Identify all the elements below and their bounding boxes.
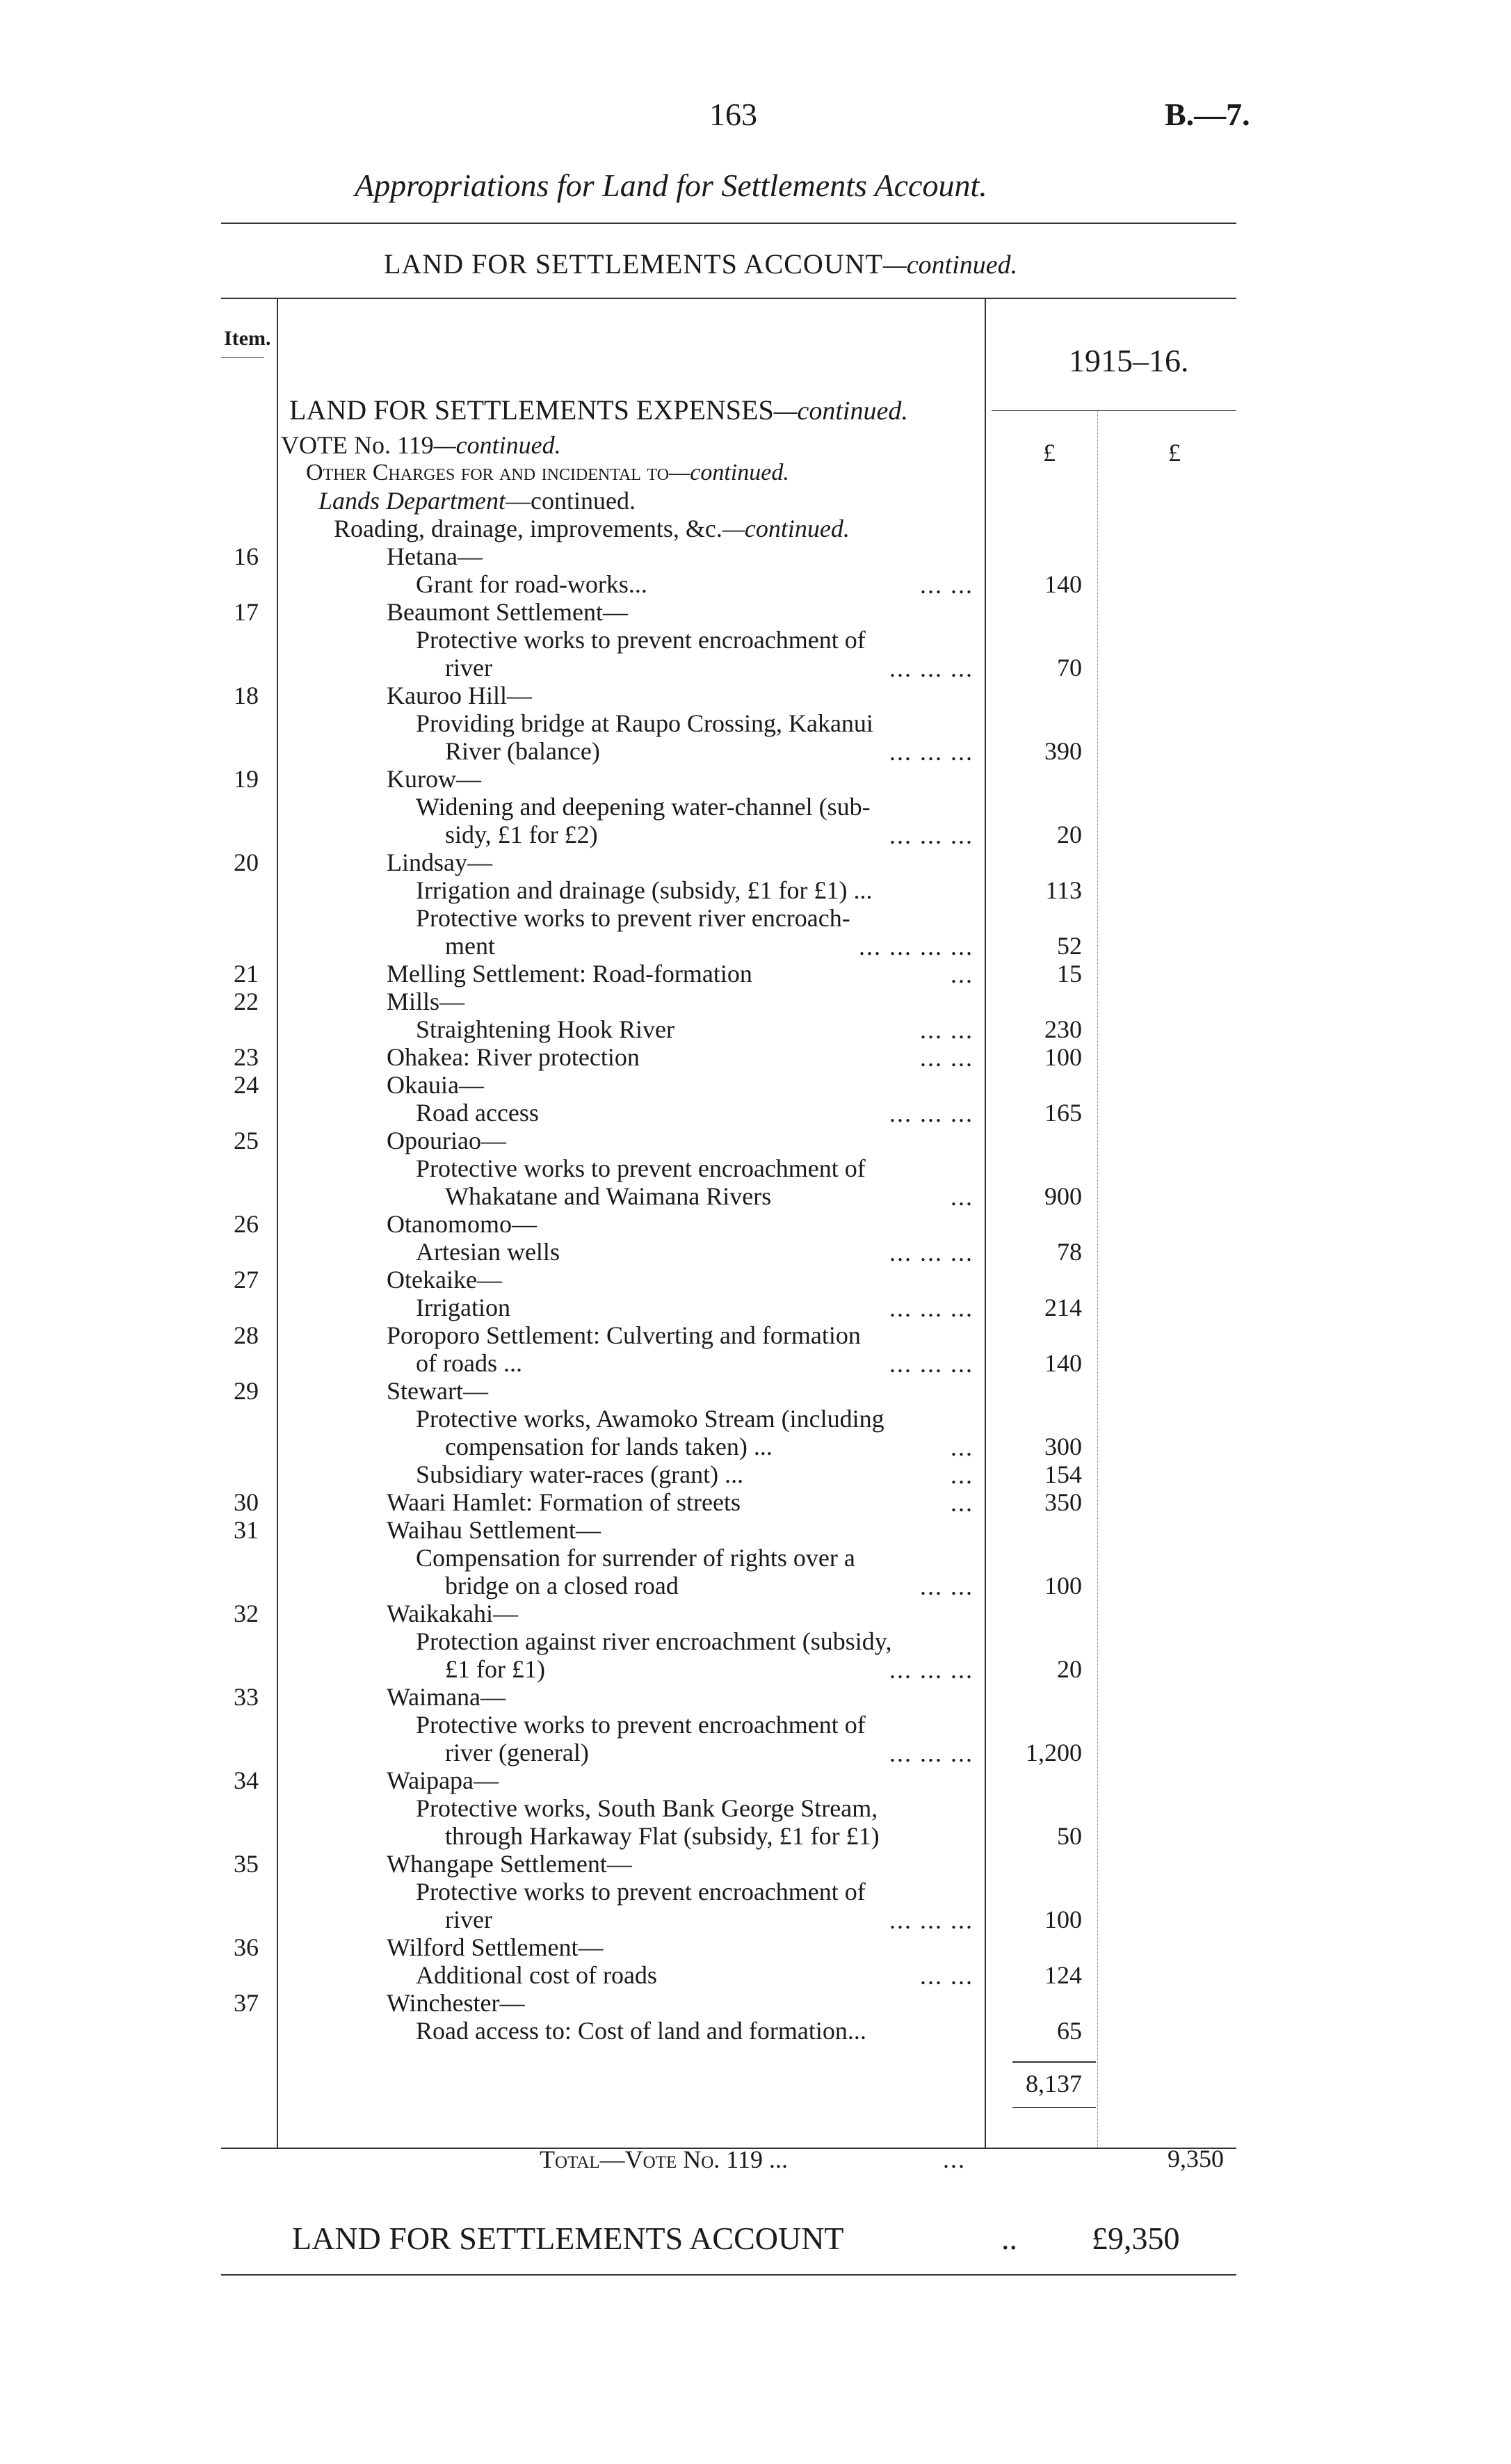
line-description: Winchester— — [387, 1989, 525, 2017]
line-description: ment — [445, 932, 495, 960]
leader-dots: ... ... ... — [889, 1656, 973, 1684]
line-amount: 20 — [1057, 821, 1082, 848]
line-amount: 100 — [1044, 1572, 1082, 1600]
vote-heading: VOTE No. 119—continued. — [281, 431, 561, 459]
line-amount: 65 — [1057, 2017, 1082, 2045]
line-amount: 15 — [1057, 960, 1082, 988]
line-description: Protective works, Awamoko Stream (including — [416, 1405, 884, 1433]
line-description: Road access to: Cost of land and formation... — [416, 2017, 866, 2045]
line-amount: 50 — [1057, 1822, 1082, 1850]
line-description: Subsidiary water-races (grant) ... — [416, 1460, 744, 1488]
line-description: Compensation for surrender of rights over a — [416, 1544, 855, 1572]
line-description: Kauroo Hill— — [387, 682, 532, 709]
leader-dots: ... ... ... — [889, 821, 973, 849]
item-number: 28 — [234, 1321, 259, 1349]
line-description: Waihau Settlement— — [387, 1516, 601, 1544]
item-number: 16 — [234, 542, 259, 570]
leader-dots: ... — [951, 960, 973, 988]
line-amount: 900 — [1044, 1182, 1082, 1210]
line-description: Whangape Settlement— — [387, 1850, 632, 1878]
line-description: Otanomomo— — [387, 1210, 537, 1238]
line-description: Waikakahi— — [387, 1600, 519, 1627]
leader-dots: ... ... ... — [889, 1239, 973, 1266]
line-description: Ohakea: River protection — [387, 1043, 640, 1071]
leader-dots: ... ... ... — [889, 1906, 973, 1934]
leader-dots: ... — [951, 1433, 973, 1461]
line-description: Widening and deepening water-channel (sub- — [416, 793, 871, 821]
leader-dots: ... ... ... — [889, 1100, 973, 1127]
account-title: LAND FOR SETTLEMENTS ACCOUNT—continued. — [384, 248, 1018, 280]
total-dots: ... — [943, 2145, 966, 2173]
line-amount: 78 — [1057, 1238, 1082, 1266]
item-number: 33 — [234, 1683, 259, 1711]
leader-dots: ... ... ... — [889, 1294, 973, 1322]
line-description: through Harkaway Flat (subsidy, £1 for £1) — [445, 1822, 880, 1850]
department-heading: Lands Department—continued. — [318, 487, 636, 515]
leader-dots: ... ... ... — [889, 654, 973, 682]
line-description: Protection against river encroachment (subsidy, — [416, 1627, 892, 1655]
line-description: of roads ... — [416, 1349, 522, 1377]
line-description: sidy, £1 for £2) — [445, 821, 598, 848]
item-number: 30 — [234, 1488, 259, 1516]
line-description: Mills— — [387, 988, 465, 1015]
line-description: River (balance) — [445, 737, 600, 765]
line-description: Road access — [416, 1099, 539, 1127]
leader-dots: ... ... — [920, 1572, 973, 1600]
leader-dots: ... ... ... — [889, 738, 973, 766]
line-description: Lindsay— — [387, 848, 492, 876]
line-description: Protective works to prevent encroachment of — [416, 626, 866, 654]
line-description: Irrigation and drainage (subsidy, £1 for £1) ... — [416, 876, 873, 904]
item-number: 32 — [234, 1600, 259, 1627]
leader-dots: ... ... — [920, 1044, 973, 1072]
line-description: Hetana— — [387, 542, 483, 570]
line-description: Stewart— — [387, 1377, 488, 1405]
line-description: bridge on a closed road — [445, 1572, 679, 1600]
line-description: Protective works to prevent encroachment of — [416, 1711, 866, 1739]
line-amount: 52 — [1057, 932, 1082, 960]
line-amount: 70 — [1057, 654, 1082, 682]
line-amount: 20 — [1057, 1655, 1082, 1683]
leader-dots: ... ... — [920, 571, 973, 599]
line-description: Waari Hamlet: Formation of streets — [387, 1488, 741, 1516]
item-number: 35 — [234, 1850, 259, 1878]
line-amount: 1,200 — [1026, 1739, 1082, 1766]
item-number: 29 — [234, 1377, 259, 1405]
line-description: Waipapa— — [387, 1766, 499, 1794]
leader-dots: ... ... ... — [889, 1739, 973, 1767]
line-description: Kurow— — [387, 765, 481, 793]
year-column-header: 1915–16. — [1069, 343, 1189, 378]
line-amount: 100 — [1044, 1043, 1082, 1071]
item-number: 19 — [234, 765, 259, 793]
line-description: Melling Settlement: Road-formation — [387, 960, 752, 988]
line-description: Additional cost of roads — [416, 1961, 657, 1989]
line-description: river (general) — [445, 1739, 589, 1766]
line-description: Wilford Settlement— — [387, 1933, 604, 1961]
currency-sign: £ — [1168, 439, 1181, 467]
line-description: Okauia— — [387, 1071, 484, 1099]
footer-amount: £9,350 — [1092, 2221, 1180, 2256]
item-number: 23 — [234, 1043, 259, 1071]
line-description: compensation for lands taken) ... — [445, 1433, 773, 1460]
line-description: river — [445, 654, 492, 682]
line-amount: 113 — [1045, 876, 1082, 904]
line-amount: 300 — [1044, 1433, 1082, 1460]
line-amount: 124 — [1044, 1961, 1082, 1989]
line-description: Straightening Hook River — [416, 1015, 674, 1043]
line-amount: 214 — [1044, 1294, 1082, 1321]
item-number: 24 — [234, 1071, 259, 1099]
line-description: Irrigation — [416, 1294, 510, 1321]
line-description: £1 for £1) — [445, 1655, 545, 1683]
line-amount: 140 — [1044, 1349, 1082, 1377]
item-number: 34 — [234, 1766, 259, 1794]
line-description: Protective works to prevent encroachment of — [416, 1878, 866, 1906]
item-number: 36 — [234, 1933, 259, 1961]
line-description: Whakatane and Waimana Rivers — [445, 1182, 772, 1210]
leader-dots: ... ... — [920, 1016, 973, 1044]
leader-dots: ... — [951, 1183, 973, 1211]
line-description: Artesian wells — [416, 1238, 560, 1266]
line-description: Poroporo Settlement: Culverting and formation — [387, 1321, 861, 1349]
item-number: 22 — [234, 988, 259, 1015]
line-description: Waimana— — [387, 1683, 506, 1711]
item-number: 31 — [234, 1516, 259, 1544]
line-description: Otekaike— — [387, 1266, 502, 1294]
item-number: 25 — [234, 1127, 259, 1154]
item-number: 21 — [234, 960, 259, 988]
leader-dots: ... ... — [920, 1962, 973, 1990]
line-description: Protective works, South Bank George Stream, — [416, 1794, 878, 1822]
document-reference: B.—7. — [1165, 97, 1250, 132]
leader-dots: ... ... ... ... — [859, 933, 973, 960]
line-description: river — [445, 1906, 492, 1933]
line-description: Grant for road-works... — [416, 570, 647, 598]
leader-dots: ... — [951, 1461, 973, 1489]
total-amount: 9,350 — [1167, 2145, 1224, 2173]
line-amount: 165 — [1044, 1099, 1082, 1127]
line-amount: 154 — [1044, 1460, 1082, 1488]
page-subtitle: Appropriations for Land for Settlements Account. — [355, 168, 987, 203]
item-number: 20 — [234, 848, 259, 876]
footer-label: LAND FOR SETTLEMENTS ACCOUNT — [292, 2221, 844, 2256]
subtotal-amount: 8,137 — [1026, 2070, 1082, 2097]
line-description: Protective works to prevent river encroach- — [416, 904, 850, 932]
line-description: Opouriao— — [387, 1127, 506, 1154]
line-description: Protective works to prevent encroachment of — [416, 1154, 866, 1182]
leader-dots: ... ... ... — [889, 1350, 973, 1378]
line-description: Providing bridge at Raupo Crossing, Kakanui — [416, 709, 873, 737]
total-label: Total—Vote No. 119 ... — [540, 2145, 788, 2173]
line-amount: 100 — [1044, 1906, 1082, 1933]
item-number: 37 — [234, 1989, 259, 2017]
other-charges-heading: Other Charges for and incidental to—continued. — [306, 460, 789, 485]
line-amount: 390 — [1044, 737, 1082, 765]
page-number: 163 — [709, 97, 757, 132]
item-number: 18 — [234, 682, 259, 709]
line-amount: 230 — [1044, 1015, 1082, 1043]
subhead: Roading, drainage, improvements, &c.—continued. — [334, 515, 850, 542]
item-number: 17 — [234, 598, 259, 626]
item-column-header: Item. — [224, 327, 271, 350]
line-amount: 140 — [1044, 570, 1082, 598]
leader-dots: ... — [951, 1489, 973, 1517]
item-number: 26 — [234, 1210, 259, 1238]
footer-dots: .. — [1001, 2221, 1017, 2256]
line-amount: 350 — [1044, 1488, 1082, 1516]
currency-sign: £ — [1043, 439, 1056, 467]
item-number: 27 — [234, 1266, 259, 1294]
line-description: Beaumont Settlement— — [387, 598, 628, 626]
section-title: LAND FOR SETTLEMENTS EXPENSES—continued. — [289, 394, 908, 426]
